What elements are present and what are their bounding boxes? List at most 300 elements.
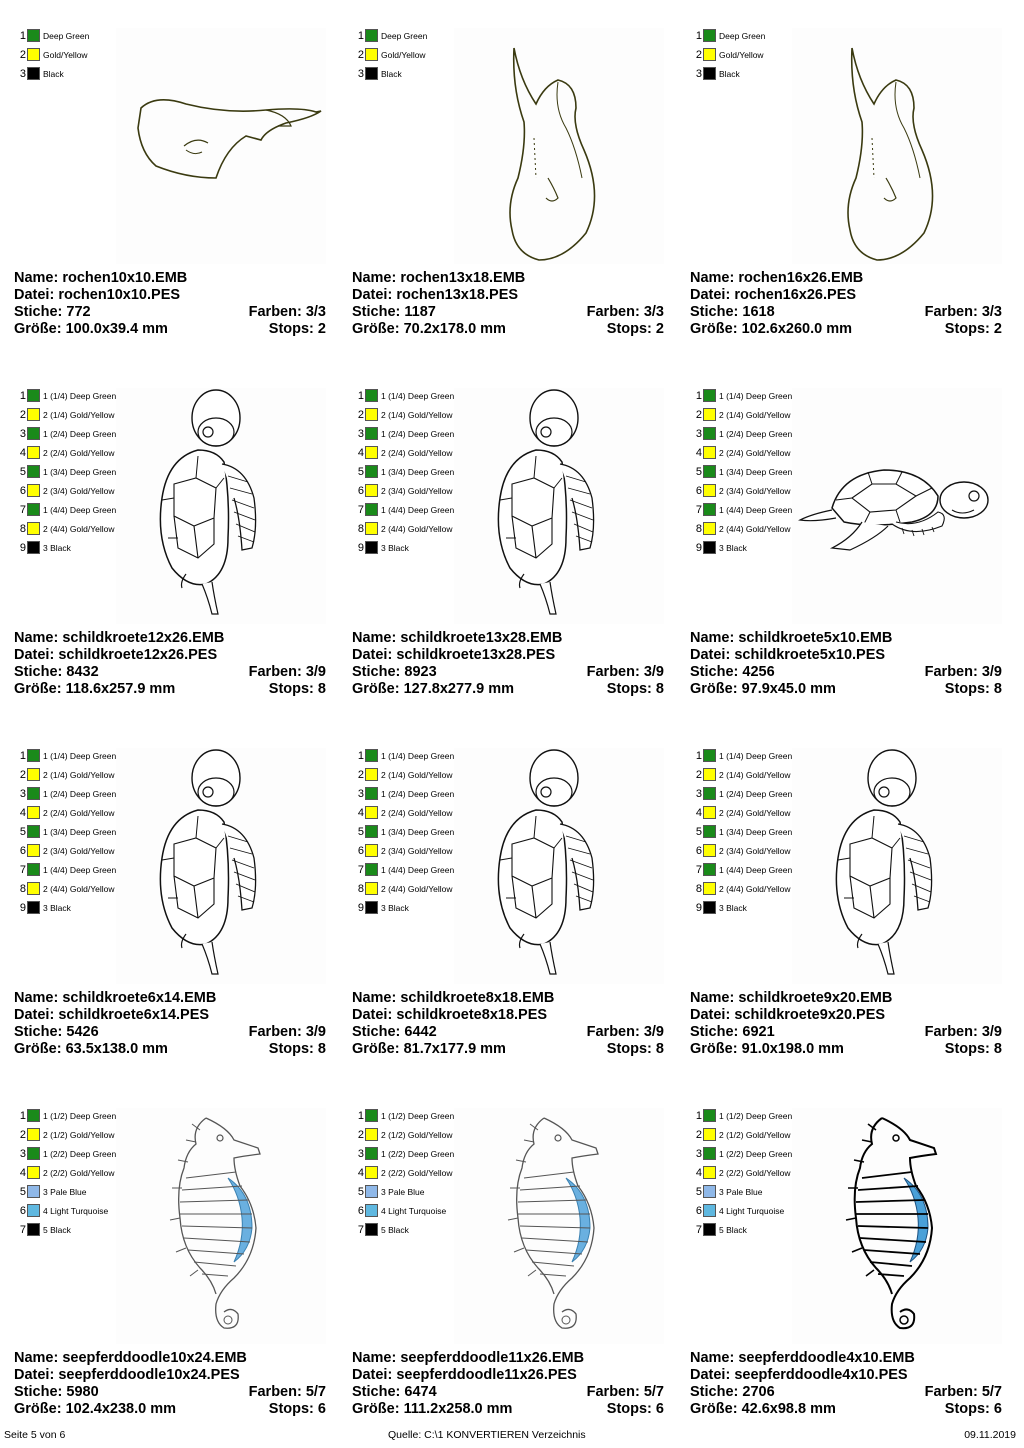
color-swatch (27, 48, 40, 61)
legend-number: 6 (19, 1205, 26, 1217)
color-swatch (703, 1166, 716, 1179)
legend-color-name: 5 Black (719, 1225, 747, 1235)
design-preview-image (792, 388, 1002, 624)
legend-number: 4 (695, 807, 702, 819)
legend-number: 1 (695, 750, 702, 762)
design-preview-image (116, 1108, 326, 1344)
design-info (690, 270, 1002, 338)
design-size: 63.5x138.0 mm (65, 1041, 168, 1057)
stop-count: 8 (317, 1041, 326, 1057)
legend-color-name: 2 (4/4) Gold/Yellow (719, 524, 791, 534)
legend-number: 5 (695, 826, 702, 838)
stop-count: 8 (993, 681, 1002, 697)
colors-line: Farben: 5/7 (248, 1384, 326, 1400)
color-swatch (27, 1204, 40, 1217)
design-preview-image (454, 388, 664, 624)
design-name: rochen16x26.EMB (738, 270, 864, 286)
stops-line: Stops: 8 (944, 1041, 1002, 1057)
legend-number: 1 (19, 750, 26, 762)
design-info (690, 630, 1002, 698)
colors-line: Farben: 3/3 (924, 304, 1002, 320)
size-line: Größe: 91.0x198.0 mm (690, 1041, 844, 1057)
legend-color-name: 3 Black (381, 903, 409, 913)
legend-color-name: 3 Black (719, 543, 747, 553)
color-swatch (365, 1109, 378, 1122)
design-preview-image (116, 748, 326, 984)
color-swatch (365, 541, 378, 554)
design-file: schildkroete12x26.PES (58, 647, 218, 663)
design-size: 91.0x198.0 mm (741, 1041, 844, 1057)
file-line: Datei: schildkroete6x14.PES (14, 1007, 210, 1023)
color-swatch (365, 1185, 378, 1198)
legend-color-name: 2 (1/4) Gold/Yellow (381, 410, 453, 420)
color-swatch (365, 882, 378, 895)
colors-line: Farben: 3/9 (586, 1024, 664, 1040)
legend-number: 3 (357, 68, 364, 80)
size-line: Größe: 118.6x257.9 mm (14, 681, 176, 697)
color-swatch (365, 484, 378, 497)
stops-line: Stops: 8 (606, 1041, 664, 1057)
color-swatch (703, 67, 716, 80)
color-swatch (365, 844, 378, 857)
color-swatch (27, 806, 40, 819)
file-line: Datei: rochen10x10.PES (14, 287, 181, 303)
turtle-h-drawing (792, 388, 1002, 624)
stitch-count: 6921 (742, 1024, 775, 1040)
size-line: Größe: 42.6x98.8 mm (690, 1401, 836, 1417)
color-swatch (27, 787, 40, 800)
legend-color-name: 2 (2/4) Gold/Yellow (719, 808, 791, 818)
legend-color-name: 1 (3/4) Deep Green (381, 467, 455, 477)
legend-number: 1 (19, 30, 26, 42)
legend-color-name: 1 (1/2) Deep Green (381, 1111, 455, 1121)
legend-color-name: 1 (1/4) Deep Green (381, 751, 455, 761)
name-line: Name: schildkroete13x28.EMB (352, 630, 563, 646)
color-swatch (27, 446, 40, 459)
design-name: schildkroete8x18.EMB (400, 990, 555, 1006)
colors-line: Farben: 3/9 (586, 664, 664, 680)
legend-number: 4 (19, 807, 26, 819)
legend-color-name: 1 (1/2) Deep Green (43, 1111, 117, 1121)
stitches-line: Stiche: 772 (14, 304, 91, 320)
color-swatch (27, 389, 40, 402)
design-size: 102.6x260.0 mm (741, 321, 853, 337)
legend-color-name: 3 Pale Blue (719, 1187, 763, 1197)
size-line: Größe: 97.9x45.0 mm (690, 681, 836, 697)
legend-color-name: Gold/Yellow (381, 50, 426, 60)
color-swatch (703, 484, 716, 497)
color-swatch (365, 1204, 378, 1217)
legend-color-name: 1 (3/4) Deep Green (719, 467, 793, 477)
legend-number: 4 (357, 447, 364, 459)
design-card (690, 748, 1010, 1088)
legend-color-name: 2 (2/4) Gold/Yellow (719, 448, 791, 458)
legend-number: 7 (357, 504, 364, 516)
stop-count: 2 (993, 321, 1002, 337)
color-swatch (365, 427, 378, 440)
color-swatch (703, 465, 716, 478)
file-line: Datei: rochen13x18.PES (352, 287, 519, 303)
design-card (352, 388, 672, 728)
legend-color-name: 1 (1/4) Deep Green (719, 751, 793, 761)
color-swatch (27, 1166, 40, 1179)
legend-number: 7 (695, 864, 702, 876)
design-size: 127.8x277.9 mm (403, 681, 515, 697)
legend-number: 7 (695, 1224, 702, 1236)
color-swatch (365, 67, 378, 80)
design-name: rochen13x18.EMB (400, 270, 526, 286)
name-line: Name: schildkroete9x20.EMB (690, 990, 893, 1006)
seahorse-dark-drawing (792, 1108, 1002, 1344)
design-name: schildkroete12x26.EMB (62, 630, 225, 646)
stitch-count: 8923 (404, 664, 437, 680)
legend-number: 8 (19, 523, 26, 535)
legend-color-name: 2 (1/4) Gold/Yellow (719, 770, 791, 780)
legend-number: 2 (695, 769, 702, 781)
legend-color-name: 2 (1/2) Gold/Yellow (719, 1130, 791, 1140)
design-card (690, 28, 1010, 368)
color-swatch (365, 1166, 378, 1179)
legend-color-name: 2 (2/4) Gold/Yellow (381, 808, 453, 818)
design-preview-image (792, 1108, 1002, 1344)
legend-number: 6 (695, 1205, 702, 1217)
legend-color-name: 4 Light Turquoise (381, 1206, 447, 1216)
color-swatch (703, 446, 716, 459)
color-swatch (365, 768, 378, 781)
name-line: Name: rochen13x18.EMB (352, 270, 526, 286)
color-swatch (703, 1204, 716, 1217)
colors-line: Farben: 3/9 (924, 664, 1002, 680)
design-preview-image (116, 28, 326, 264)
stitches-line: Stiche: 6921 (690, 1024, 775, 1040)
stitch-count: 8432 (66, 664, 99, 680)
legend-number: 6 (19, 485, 26, 497)
legend-number: 8 (357, 883, 364, 895)
file-line: Datei: schildkroete9x20.PES (690, 1007, 886, 1023)
legend-color-name: 1 (2/2) Deep Green (719, 1149, 793, 1159)
color-swatch (27, 1128, 40, 1141)
legend-color-name: 3 Pale Blue (381, 1187, 425, 1197)
size-line: Größe: 127.8x277.9 mm (352, 681, 515, 697)
stitches-line: Stiche: 1187 (352, 304, 436, 320)
stitches-line: Stiche: 5980 (14, 1384, 99, 1400)
design-info (352, 1350, 664, 1418)
legend-number: 3 (357, 1148, 364, 1160)
legend-color-name: 1 (1/2) Deep Green (719, 1111, 793, 1121)
legend-color-name: 4 Light Turquoise (719, 1206, 785, 1216)
color-count: 5/7 (981, 1384, 1002, 1400)
color-swatch (703, 863, 716, 876)
design-info (352, 630, 664, 698)
legend-color-name: 2 (1/4) Gold/Yellow (43, 410, 115, 420)
legend-number: 1 (19, 390, 26, 402)
stops-line: Stops: 2 (268, 321, 326, 337)
color-swatch (27, 768, 40, 781)
legend-color-name: Gold/Yellow (719, 50, 764, 60)
legend-number: 2 (19, 409, 26, 421)
stop-count: 8 (993, 1041, 1002, 1057)
legend-number: 3 (695, 1148, 702, 1160)
color-swatch (703, 882, 716, 895)
design-size: 111.2x258.0 mm (403, 1401, 513, 1417)
legend-color-name: Gold/Yellow (43, 50, 88, 60)
design-info (14, 1350, 326, 1418)
file-line: Datei: seepferddoodle11x26.PES (352, 1367, 577, 1383)
color-swatch (365, 1223, 378, 1236)
color-swatch (27, 1223, 40, 1236)
design-size: 100.0x39.4 mm (65, 321, 168, 337)
design-size: 42.6x98.8 mm (741, 1401, 836, 1417)
turtle-v-drawing (454, 748, 664, 984)
color-swatch (703, 389, 716, 402)
name-line: Name: seepferddoodle4x10.EMB (690, 1350, 915, 1366)
size-line: Größe: 102.4x238.0 mm (14, 1401, 177, 1417)
legend-color-name: 2 (2/2) Gold/Yellow (43, 1168, 115, 1178)
legend-number: 1 (695, 1110, 702, 1122)
color-swatch (27, 541, 40, 554)
color-swatch (365, 465, 378, 478)
design-size: 70.2x178.0 mm (403, 321, 506, 337)
color-swatch (27, 825, 40, 838)
legend-color-name: 2 (3/4) Gold/Yellow (43, 486, 115, 496)
name-line: Name: schildkroete12x26.EMB (14, 630, 225, 646)
stops-line: Stops: 8 (268, 1041, 326, 1057)
legend-number: 2 (19, 1129, 26, 1141)
file-line: Datei: seepferddoodle4x10.PES (690, 1367, 908, 1383)
stop-count: 2 (317, 321, 326, 337)
legend-color-name: 2 (3/4) Gold/Yellow (381, 846, 453, 856)
design-file: schildkroete9x20.PES (734, 1007, 886, 1023)
stitches-line: Stiche: 6442 (352, 1024, 437, 1040)
stitch-count: 5426 (66, 1024, 99, 1040)
legend-number: 4 (19, 1167, 26, 1179)
color-swatch (27, 465, 40, 478)
legend-number: 6 (695, 845, 702, 857)
ray-tall-drawing (792, 28, 1002, 264)
color-swatch (27, 29, 40, 42)
design-card (690, 1108, 1010, 1448)
legend-number: 2 (357, 49, 364, 61)
design-card (352, 1108, 672, 1448)
color-count: 5/7 (643, 1384, 664, 1400)
stitch-count: 772 (66, 304, 91, 320)
legend-color-name: Deep Green (381, 31, 428, 41)
turtle-v-drawing (454, 388, 664, 624)
color-swatch (27, 1109, 40, 1122)
color-swatch (703, 825, 716, 838)
name-line: Name: rochen16x26.EMB (690, 270, 864, 286)
color-swatch (365, 825, 378, 838)
color-swatch (703, 1223, 716, 1236)
legend-color-name: Black (381, 69, 402, 79)
design-file: schildkroete13x28.PES (396, 647, 556, 663)
design-name: schildkroete5x10.EMB (738, 630, 893, 646)
seahorse-drawing (454, 1108, 664, 1344)
legend-number: 1 (357, 30, 364, 42)
color-count: 5/7 (305, 1384, 326, 1400)
color-count: 3/9 (981, 1024, 1002, 1040)
footer-page: Seite 5 von 6 (4, 1429, 66, 1441)
size-line: Größe: 63.5x138.0 mm (14, 1041, 168, 1057)
legend-color-name: 2 (4/4) Gold/Yellow (43, 884, 115, 894)
legend-number: 5 (695, 1186, 702, 1198)
color-swatch (703, 48, 716, 61)
color-swatch (365, 1128, 378, 1141)
stitch-count: 2706 (742, 1384, 775, 1400)
legend-number: 6 (19, 845, 26, 857)
legend-number: 2 (357, 409, 364, 421)
legend-color-name: 1 (4/4) Deep Green (381, 505, 455, 515)
legend-number: 8 (695, 523, 702, 535)
legend-color-name: 1 (2/2) Deep Green (381, 1149, 455, 1159)
design-preview-image (116, 388, 326, 624)
legend-color-name: 1 (4/4) Deep Green (719, 505, 793, 515)
stops-line: Stops: 8 (606, 681, 664, 697)
legend-color-name: 1 (3/4) Deep Green (43, 467, 117, 477)
design-card (352, 28, 672, 368)
design-info (14, 270, 326, 338)
design-name: seepferddoodle10x24.EMB (62, 1350, 247, 1366)
stitches-line: Stiche: 4256 (690, 664, 775, 680)
legend-color-name: 1 (2/4) Deep Green (719, 789, 793, 799)
color-swatch (365, 503, 378, 516)
color-swatch (703, 522, 716, 535)
legend-number: 4 (695, 1167, 702, 1179)
legend-color-name: 1 (1/4) Deep Green (381, 391, 455, 401)
stop-count: 8 (317, 681, 326, 697)
legend-number: 3 (695, 68, 702, 80)
design-file: rochen16x26.PES (734, 287, 857, 303)
design-name: seepferddoodle11x26.EMB (400, 1350, 585, 1366)
legend-number: 3 (695, 788, 702, 800)
color-count: 3/3 (305, 304, 326, 320)
legend-number: 6 (357, 485, 364, 497)
color-swatch (365, 749, 378, 762)
legend-color-name: 2 (2/2) Gold/Yellow (719, 1168, 791, 1178)
legend-number: 2 (695, 49, 702, 61)
legend-color-name: 5 Black (381, 1225, 409, 1235)
seahorse-drawing (116, 1108, 326, 1344)
stops-line: Stops: 6 (268, 1401, 326, 1417)
color-swatch (27, 1185, 40, 1198)
legend-number: 1 (357, 750, 364, 762)
stitch-count: 5980 (66, 1384, 99, 1400)
legend-color-name: 2 (2/4) Gold/Yellow (43, 808, 115, 818)
legend-color-name: 2 (3/4) Gold/Yellow (43, 846, 115, 856)
stitch-count: 6474 (404, 1384, 437, 1400)
legend-number: 4 (19, 447, 26, 459)
size-line: Größe: 111.2x258.0 mm (352, 1401, 513, 1417)
design-card (14, 1108, 334, 1448)
legend-color-name: 1 (1/4) Deep Green (43, 751, 117, 761)
legend-number: 1 (19, 1110, 26, 1122)
design-file: seepferddoodle4x10.PES (734, 1367, 908, 1383)
legend-color-name: 1 (4/4) Deep Green (43, 865, 117, 875)
legend-color-name: 1 (2/4) Deep Green (719, 429, 793, 439)
design-info (352, 990, 664, 1058)
legend-color-name: 3 Black (719, 903, 747, 913)
file-line: Datei: schildkroete8x18.PES (352, 1007, 548, 1023)
colors-line: Farben: 3/9 (924, 1024, 1002, 1040)
legend-number: 4 (695, 447, 702, 459)
size-line: Größe: 70.2x178.0 mm (352, 321, 506, 337)
color-swatch (365, 787, 378, 800)
color-swatch (27, 522, 40, 535)
file-line: Datei: rochen16x26.PES (690, 287, 857, 303)
legend-number: 8 (695, 883, 702, 895)
name-line: Name: schildkroete6x14.EMB (14, 990, 217, 1006)
design-preview-image (792, 748, 1002, 984)
stitch-count: 1187 (404, 304, 436, 320)
color-swatch (365, 806, 378, 819)
color-count: 3/9 (305, 1024, 326, 1040)
legend-number: 6 (357, 1205, 364, 1217)
color-swatch (703, 787, 716, 800)
color-swatch (703, 503, 716, 516)
stops-line: Stops: 2 (606, 321, 664, 337)
legend-color-name: 1 (2/2) Deep Green (43, 1149, 117, 1159)
color-swatch (365, 1147, 378, 1160)
stop-count: 8 (655, 681, 664, 697)
colors-line: Farben: 3/3 (586, 304, 664, 320)
design-info (14, 630, 326, 698)
legend-number: 2 (695, 1129, 702, 1141)
legend-color-name: 1 (4/4) Deep Green (719, 865, 793, 875)
legend-number: 9 (357, 542, 364, 554)
legend-number: 6 (695, 485, 702, 497)
color-swatch (365, 863, 378, 876)
legend-color-name: 1 (3/4) Deep Green (43, 827, 117, 837)
legend-number: 9 (19, 542, 26, 554)
legend-color-name: 2 (2/4) Gold/Yellow (43, 448, 115, 458)
footer-source: Quelle: C:\1 KONVERTIEREN Verzeichnis (388, 1429, 586, 1441)
color-swatch (703, 1185, 716, 1198)
color-swatch (365, 901, 378, 914)
stops-line: Stops: 6 (606, 1401, 664, 1417)
name-line: Name: schildkroete8x18.EMB (352, 990, 555, 1006)
design-card (352, 748, 672, 1088)
legend-number: 7 (19, 1224, 26, 1236)
legend-number: 9 (695, 902, 702, 914)
legend-number: 1 (357, 1110, 364, 1122)
design-card (14, 28, 334, 368)
legend-number: 5 (695, 466, 702, 478)
color-swatch (27, 1147, 40, 1160)
color-swatch (703, 806, 716, 819)
color-swatch (365, 408, 378, 421)
design-name: seepferddoodle4x10.EMB (738, 1350, 915, 1366)
color-swatch (27, 67, 40, 80)
stitches-line: Stiche: 2706 (690, 1384, 775, 1400)
legend-color-name: 2 (4/4) Gold/Yellow (381, 884, 453, 894)
name-line: Name: rochen10x10.EMB (14, 270, 188, 286)
stops-line: Stops: 2 (944, 321, 1002, 337)
stop-count: 8 (655, 1041, 664, 1057)
stitches-line: Stiche: 6474 (352, 1384, 437, 1400)
color-swatch (27, 484, 40, 497)
design-info (690, 1350, 1002, 1418)
legend-color-name: 2 (1/4) Gold/Yellow (43, 770, 115, 780)
legend-color-name: Black (719, 69, 740, 79)
color-swatch (703, 901, 716, 914)
legend-color-name: 4 Light Turquoise (43, 1206, 109, 1216)
legend-number: 2 (19, 769, 26, 781)
legend-number: 7 (695, 504, 702, 516)
legend-number: 3 (19, 788, 26, 800)
legend-color-name: 2 (4/4) Gold/Yellow (43, 524, 115, 534)
color-swatch (27, 503, 40, 516)
color-swatch (365, 522, 378, 535)
